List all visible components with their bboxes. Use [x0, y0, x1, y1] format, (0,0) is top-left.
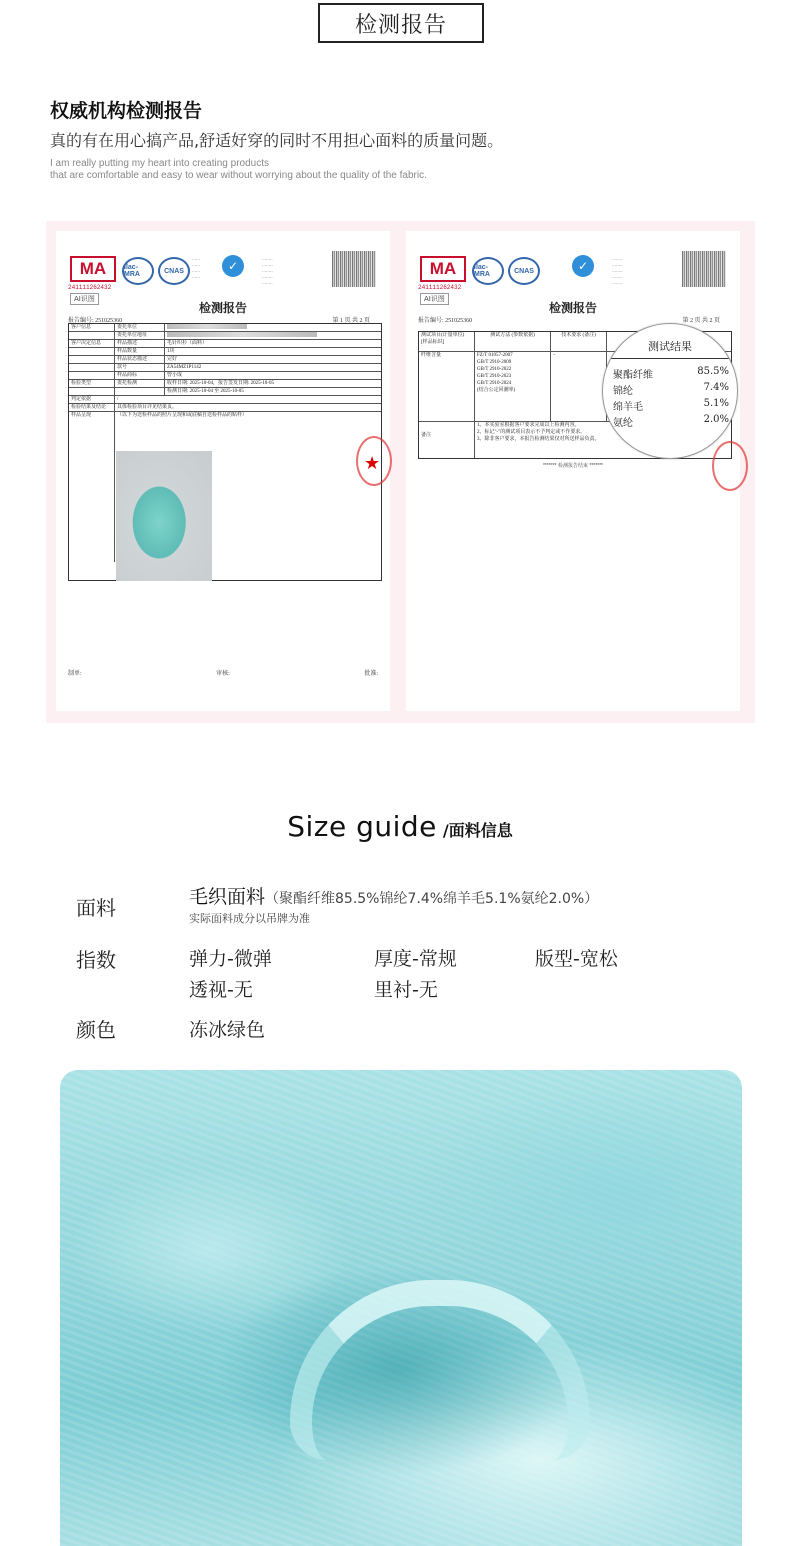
report-end-text: ******* 检测报告结束 ******* [542, 463, 604, 469]
lab-contact-small: ········ ········ ········ ········ ········ [612, 257, 623, 286]
table-row: 样品状态描述 完好 [69, 356, 381, 364]
star-icon: ★ [364, 453, 381, 474]
thickness-value: 厚度-常规 [374, 948, 457, 970]
table-row: 测试项目(计量单位) [样品标识] 测试方法 (参数依据) 技术要求 (备注) [419, 332, 731, 352]
report-page-2 [406, 231, 740, 711]
cnas-logo: CNAS [158, 257, 190, 285]
ilac-logo: ilac-MRA [122, 257, 154, 285]
result-row: 聚酯纤维 85.5% [613, 366, 729, 381]
qr-code-icon [332, 251, 376, 287]
section-header-title: 检测报告 [354, 12, 447, 38]
elasticity-value: 弹力-微弹 [189, 948, 272, 970]
sheer-value: 透视-无 [189, 979, 253, 1001]
intro-subtitle: 真的有在用心搞产品,舒适好穿的同时不用担心面料的质量问题。 [50, 131, 504, 150]
table-row: 检测日期: 2025-10-04 至 2025-10-05 [69, 388, 381, 396]
report-page-label: 第 1 页 共 2 页 [332, 318, 370, 324]
report-number: 报告编号: 251025360 [418, 318, 473, 324]
intro-english-line2: that are comfortable and easy to wear without worrying about the quality of the fabric. [50, 170, 427, 181]
check-badge-icon: ✓ [222, 255, 244, 277]
magnifier-title: 测试结果 [648, 340, 692, 353]
ilac-logo: ilac-MRA [472, 257, 504, 285]
fabric-label: 面料 [76, 896, 116, 920]
ai-recognize-tag[interactable]: AI识图 [70, 293, 99, 305]
table-row: 客户决定信息 样品描述 毛针织衫（面料） [69, 340, 381, 348]
section-header [318, 3, 484, 43]
table-row: 检验结果及结论 具体检验项目详见结果页。 [69, 404, 381, 412]
lab-info-small: ······ ······ ······ ······ [192, 257, 200, 280]
cma-logo: MA [420, 256, 466, 282]
table-row: 备注 1、本实验室根据客户要求完成以上检测内容。 2、标记"-"的测试项目表示不予判定或不作要求。 3、除非客户要求，本报告检测结果仅对所送样品负责。 [419, 422, 731, 458]
table-row: 判定依据 / [69, 396, 381, 404]
fabric-name: 毛织面料 [189, 886, 266, 908]
table-row: 委托单位地址 [69, 332, 381, 340]
signature-row [68, 668, 378, 677]
sample-photo [116, 451, 212, 581]
table-row: 纤维含量 FZ/T 01057-2007 GB/T 2910-2009 GB/T 2910-2022 GB/T 2910-2023 GB/T 2910-2024 (结合公定回潮率) – [419, 352, 731, 422]
table-row: 样品呈现 （以下为送检样品的照片呈现和或底稿自送检样品的贴样） [69, 412, 381, 562]
fabric-fold-shape [290, 1280, 590, 1460]
table-row: 款号 ZA54MZ1P1142 [69, 364, 381, 372]
intro-english-line1: I am really putting my heart into creating products [50, 158, 269, 169]
report-page-1 [56, 231, 390, 711]
result-row: 绵羊毛 5.1% [613, 398, 729, 413]
size-guide-heading [0, 810, 800, 843]
fabric-value [189, 882, 598, 909]
table-row: 检验类型 委托检测 收样日期: 2025-10-04，报告签发日期: 2025-10-05 [69, 380, 381, 388]
table-row: 客户信息 委托单位 [69, 324, 381, 332]
intro-english [50, 158, 427, 182]
report-number: 报告编号: 251025360 [68, 318, 123, 324]
table-row: 样品数量 1块 [69, 348, 381, 356]
sign-make-label: 制单: [68, 671, 82, 677]
color-value: 冻冰绿色 [189, 1019, 266, 1041]
size-guide-title: Size guide [287, 810, 437, 843]
intro-title: 权威机构检测报告 [50, 100, 203, 122]
table-row: 样品商标 曾小成 [69, 372, 381, 380]
result-row: 氨纶 2.0% [613, 414, 729, 429]
report-gallery [46, 221, 755, 723]
cnas-logo: CNAS [508, 257, 540, 285]
report-title: 检测报告 [548, 301, 597, 315]
color-label: 颜色 [76, 1018, 116, 1042]
red-seal-stamp [712, 441, 748, 491]
lab-contact-small: ········ ········ ········ ········ ········ [262, 257, 273, 286]
cma-logo: MA [70, 256, 116, 282]
report-title: 检测报告 [198, 301, 247, 315]
size-guide-subtitle: /面料信息 [442, 821, 513, 840]
fit-value: 版型-宽松 [535, 948, 618, 970]
cma-number: 241111262432 [68, 284, 112, 291]
lining-value: 里衬-无 [374, 979, 438, 1001]
ai-recognize-tag[interactable]: AI识图 [420, 293, 449, 305]
fabric-note: 实际面料成分以吊牌为准 [189, 912, 310, 925]
check-badge-icon: ✓ [572, 255, 594, 277]
result-magnifier [602, 323, 738, 459]
index-label: 指数 [76, 948, 116, 972]
fabric-composition: （聚酯纤维85.5%锦纶7.4%绵羊毛5.1%氨纶2.0%） [265, 891, 599, 907]
sign-approve-label: 批准: [364, 671, 378, 677]
cma-number: 241111262432 [418, 284, 462, 291]
result-row: 锦纶 7.4% [613, 382, 729, 397]
sign-review-label: 审核: [216, 671, 230, 677]
report-page-label: 第 2 页 共 2 页 [682, 318, 720, 324]
fabric-closeup-photo [60, 1070, 742, 1546]
qr-code-icon [682, 251, 726, 287]
